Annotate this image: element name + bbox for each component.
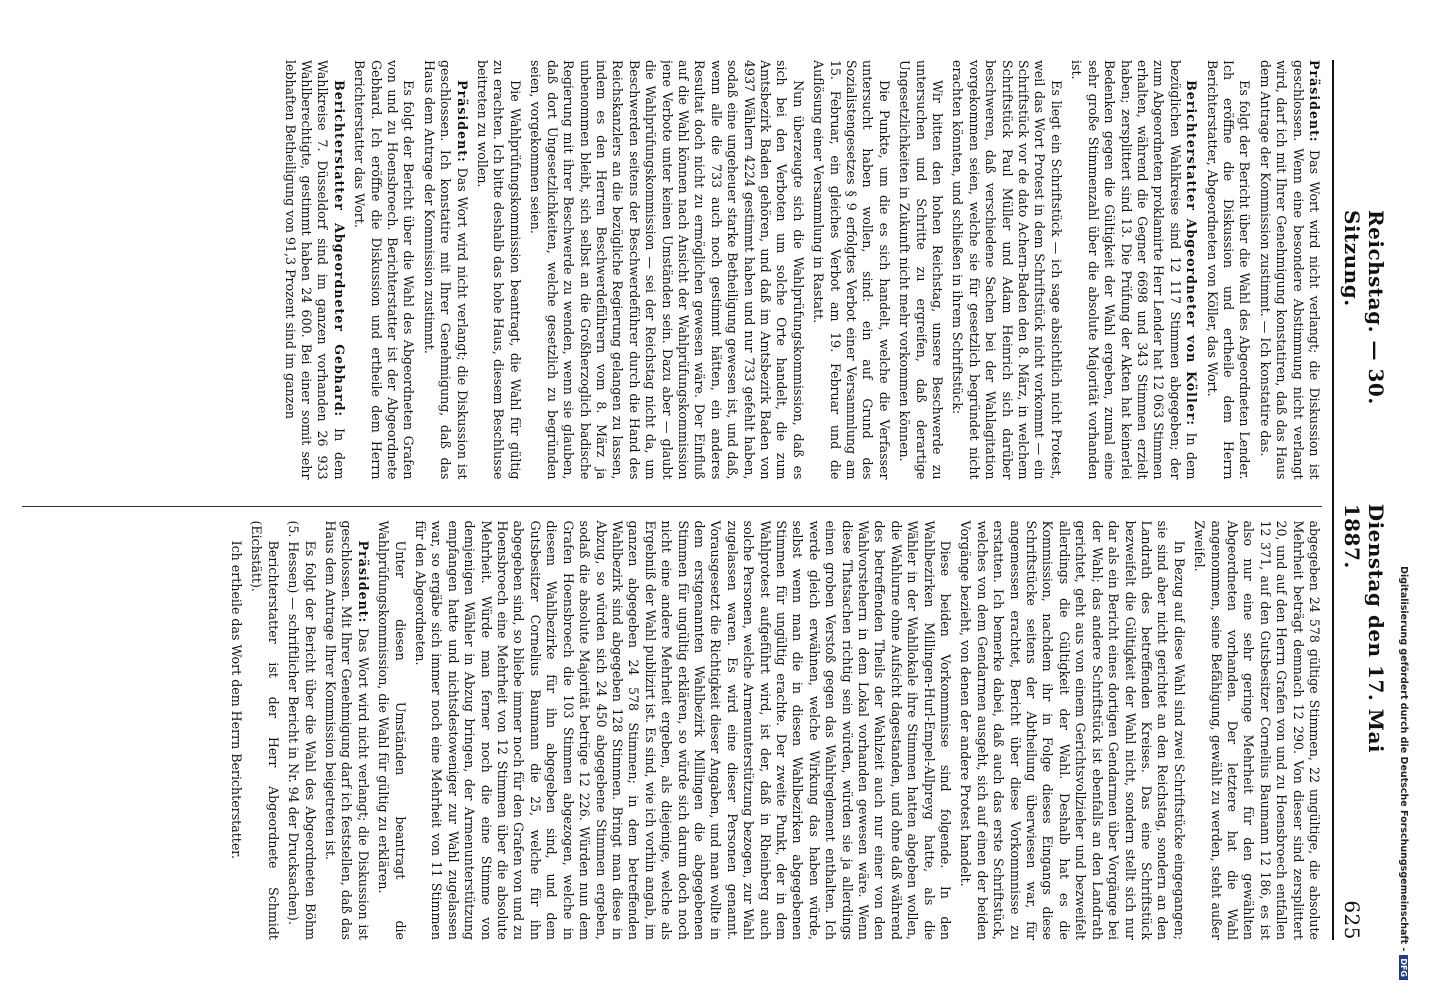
header-session-title: Reichstag. — 30. Sitzung. [1340, 210, 1388, 405]
credit-text: Digitalisierung gefördert durch die Deutsche Forschungsgemeinschaft - [1398, 566, 1409, 952]
digitization-credit [1393, 20, 1409, 980]
paragraph [248, 521, 281, 941]
paragraph [420, 60, 469, 480]
paragraph-text: Es liegt ein Schriftstück — ich sage absichtlich nicht Protest, weil das Wort Protest in dem Schriftstück nicht vorkommt — ein Schriftstück vor de dato Achern-Baden den 8. März, in welchem Schriftstück Paul Müller und Adam Heinrich sich darüber beschweren, daß verschiedene Sachen bei der Wahlagitation vorgekommen seien, welche sie für gesetzlich begründet nicht erachten könnten, und schließen in ihrem Schriftstück: [950, 60, 1064, 480]
paragraph [957, 521, 1187, 941]
paragraph-text: Es folgt der Bericht über die Wahl des Abgeordneten Grafen von und zu Hoensbroech. Berichterstatter ist der Abgeordnete Gebhard. Ich eröffne die Diskussion und ertheile dem Herrn Berichterstatter das Wort. [352, 60, 417, 480]
paragraph-text: In Bezug auf diese Wahl sind zwei Schriftstücke eingegangen; sie sind aber nicht gerichtet an den Reichstag, sondern an den Landrath des betreffenden Kreises. Das eine Schriftstück bezweifelt die Gültigkeit der Wahl nicht, sondern stellt sich nur dar als ein Bericht eines dortigen Gendarmen über Vorgänge bei der Wahl; das andere Schriftstück ist ebenfalls an den Landrath gerichtet, geht aus von einem Gerichtsvollzieher und bezweifelt allerdings die Gültigkeit der Wahl. Deshalb hat es die Kommission, nachdem ihr in Folge dieses Eingangs diese Schriftstücke seitens der Abtheilung überwiesen war, für angemessen erachtet, Bericht über diese Vorkommnisse zu erstatten. Ich bemerke dabei, daß auch das erste Schriftstück, welches von dem Gendarmen ausgeht, sich auf einen der beiden Vorgänge bezieht, von denen der andere Protest handelt. [958, 520, 1187, 940]
paragraph-text: Das Wort wird nicht verlangt; die Diskussion ist geschlossen. Mit Ihrer Genehmigung darf ich feststellen, daß das Haus dem Antrage Ihrer Kommission beigetreten ist. [323, 520, 371, 940]
speaker-name: Präsident: [355, 540, 371, 624]
speaker-name: Präsident: [1307, 60, 1322, 143]
paragraph [281, 60, 347, 480]
speaker-name: Berichterstatter Abgeordneter Gebhard: [331, 80, 347, 418]
paragraph-text: Das Wort wird nicht verlangt; die Diskussion ist geschlossen. Ich konstatire mit Ihrer Genehmigung, daß das Haus dem Antrage der Kommission zustimmt. [421, 60, 470, 480]
header-titles [1340, 60, 1388, 860]
speaker-name: Berichterstatter Abgeordneter von Köller: [1184, 80, 1200, 427]
paragraph [322, 521, 371, 941]
text-column-right [22, 506, 1322, 941]
paragraph [228, 521, 244, 941]
paragraph-text: Die Punkte, um die es sich handelt, welche die Verfasser untersucht haben wollen, sind: ein auf Grund des Sozialistengesetzes § 9 erfolgtes Verbot einer Versammlung am 15. Februar, ein gleiches Verbot am 19. Februar und die Auflösung einer Versammlung in Rastatt. [811, 60, 892, 480]
text-columns [22, 60, 1322, 940]
paragraph [1203, 60, 1252, 480]
paragraph-text: Es folgt der Bericht über die Wahl des Abgeordneten Lender. Ich eröffne die Diskussion und ertheile dem Herrn Berichterstatter, Abgeordneten von Köller, das Wort. [1204, 60, 1253, 480]
paragraph [375, 521, 408, 941]
header-date: Dienstag den 17. Mai 1887. [1340, 503, 1388, 753]
paragraph-text: In dem bezüglichen Wahlkreise sind 12 117 Stimmen abgegeben; der zum Abgeordneten proklamirte Herr Lender hat 12 063 Stimmen erhalten, während die Gegner 6698 und 343 Stimmen erzielt haben; zersplittert sind 13. Die Prüfung der Akten hat keinerlei Bedenken gegen die Gültigkeit der Wahl ergeben, zumal eine sehr große Stimmenzahl über die absolute Majorität vorhanden ist. [1069, 60, 1200, 480]
paragraph-text: Diese beiden Vorkommnisse sind folgende. In den Wahlbezirken Millingen-Hurl-Empel-Allpreyg hatte, als die Wähler in der Wahllokale ihre Stimmen hatten abgeben wollen, die Wahlurne ohne Aufsicht dagestanden, und ohne daß während des betreffenden Theils der Wahlzeit auch nur einer von den Wahlvorstehern in dem Lokal vorhanden gewesen wäre. Wenn diese Thatsachen richtig sein würden, würden sie ja allerdings einen groben Verstoß gegen das Wahlreglement enthalten. Ich werde gleich erwähnen, welche Wirkung das haben würde, selbst wenn man die in diesen Wahlbezirken abgegebenen Stimmen für ungültig erachte. Der zweite Punkt, der in dem Wahlprotest aufgeführt wird, ist der, daß in Rheinberg auch solche Personen, welche Armenunterstützung bezogen, zur Wahl zugelassen waren. Es wird eine dieser Personen genannt. Vorausgesetzt die Richtigkeit dieser Angaben, und man wollte in dem erstgenannten Wahlbezirk Millingen die abgegebenen Stimmen für ungültig erklären, so würde sich darum doch noch nicht eine andere Mehrheit ergeben, als diejenige, welche als Ergebniß der Wahl publizirt ist. Es sind, wie ich vorhin angab, im ganzen abgegeben 24 578 Stimmen; in dem betreffenden Wahlbezirk sind abgegeben 128 Stimmen. Bringt man diese in Abzug, so würden sich 24 450 abgegebene Stimmen ergeben, sodaß die absolute Majorität betrüge 12 226. Würden nun dem Grafen Hoensbroech die 103 Stimmen abgezogen, welche in diesem Wahlbezirke für ihn abgegeben sind, und dem Gutsbesitzer Cornelius Baumann die 25, welche für ihn abgegeben sind, so bliebe immer noch für den Grafen von und zu Hoensbroech eine Mehrheit von 12 Stimmen über die absolute Mehrheit. Würde man ferner noch die eine Stimme von demjenigen Wähler in Abzug bringen, der Armenunterstützung empfangen hatte und nichtsdestoweniger zur Wahl zugelassen war, so ergäbe sich immer noch eine Mehrheit von 11 Stimmen für den Abgeordneten. [413, 520, 954, 940]
paragraph [1256, 60, 1322, 480]
paragraph [896, 60, 945, 480]
paragraph [949, 60, 1064, 480]
page-number: 625 [1340, 900, 1364, 940]
paragraph [351, 60, 417, 480]
paragraph-text: Es folgt der Bericht über die Wahl des Abgeordneten Böhm (5. Hessen) — schriftlicher Bericht in Nr. 94 der Drucksachen). [286, 520, 318, 940]
paragraph [1191, 521, 1322, 941]
paragraph-text: Das Wort wird nicht verlangt; die Diskussion ist geschlossen. Wenn eine besondere Abstimmung nicht verlangt wird, darf ich mit Ihrer Genehmigung konstatiren, daß das Haus dem Antrage der Kommission zustimmt. — Ich konstatire das. [1257, 60, 1322, 480]
paragraph-text: Unter diesen Umständen beantragt die Wahlprüfungskommission, die Wahl für gültig zu erklären. [376, 520, 408, 940]
paragraph-text: Ich ertheile das Wort dem Herrn Berichterstatter. [229, 540, 244, 859]
paragraph-text: Nun überzeugte sich die Wahlprüfungskommission, daß es sich bei den Verboten um solche Orte handelt, die zum Amtsbezirk Baden gehören, und daß im Amtsbezirk Baden von 4937 Wählern 4224 gestimmt haben und nur 733 gefehlt haben, sodaß eine ungeheuer starke Betheiligung gewesen ist, und daß, wenn alle die 733 auch noch gestimmt hätten, ein anderes Resultat doch nicht zu ermöglichen gewesen wäre. Der Einfluß auf die Wahl können nach Ansicht der Wahlprüfungskommission jene Verbote unter keinen Umständen sein. Dazu aber — glaubt die Wahlprüfungskommission — sei der Reichstag nicht da, um Beschwerden seitens der Beschwerdeführer durch die Hand des Reichskanzlers an die bezügliche Regierung gelangen zu lassen, indem es den Herren Beschwerdeführern vom 8. März ja unbenommen bleibt, sich selbst an die Großherzoglich badische Regierung mit ihrer Beschwerde zu wenden, wenn sie glauben, daß dort Ungesetzlichkeiten, welche gesetzlich zu begründen seien, vorgekommen seien. [528, 60, 806, 480]
paragraph [1068, 60, 1199, 480]
paragraph [474, 60, 523, 480]
paragraph [285, 521, 318, 941]
paragraph-text: In dem Wahlkreise 7. Düsseldorf sind im ganzen vorhanden 26 933 Wahlberechtigte, gestimmt haben 24 600. Bei einer somit sehr lebhaften Betheiligung von 91,3 Prozent sind im ganzen [282, 60, 347, 480]
dfg-logo: DFG [1399, 955, 1408, 980]
speaker-name: Präsident: [454, 80, 470, 163]
paragraph-text: Wir bitten den hohen Reichstag, unsere Beschwerde zu untersuchen und Schritte zu ergreifen, daß derartige Ungesetzlichkeiten in Zukunft nicht mehr vorkommen können. [897, 60, 946, 480]
paragraph [810, 60, 892, 480]
header-divider [1332, 60, 1334, 940]
paragraph-text: Berichterstatter ist der Herr Abgeordnete Schmidt (Eichstätt). [249, 520, 281, 940]
paragraph-text: Die Wahlprüfungskommission beantragt, die Wahl für gültig zu erachten. Ich bitte deshalb das hohe Haus, diesem Beschlusse beitreten zu wollen. [475, 60, 523, 480]
text-column-left [22, 60, 1322, 480]
paragraph [412, 521, 953, 941]
paragraph [527, 60, 806, 480]
paragraph-text: abgegeben 24 578 gültige Stimmen, 22 ungültige, die absolute Mehrheit beträgt demnach 12 290. Von dieser sind zersplittert 20, und auf den Herrn Grafen von und zu Hoensbroech entfallen 12 371, auf den Gutsbesitzer Cornelius Baumann 12 186, es ist also nur eine sehr geringe Mehrheit für den gewählten Abgeordneten vorhanden. Der letztere hat die Wahl angenommen, seine Befähigung, gewählt zu werden, steht außer Zweifel. [1192, 520, 1322, 940]
page-header [1340, 60, 1388, 940]
